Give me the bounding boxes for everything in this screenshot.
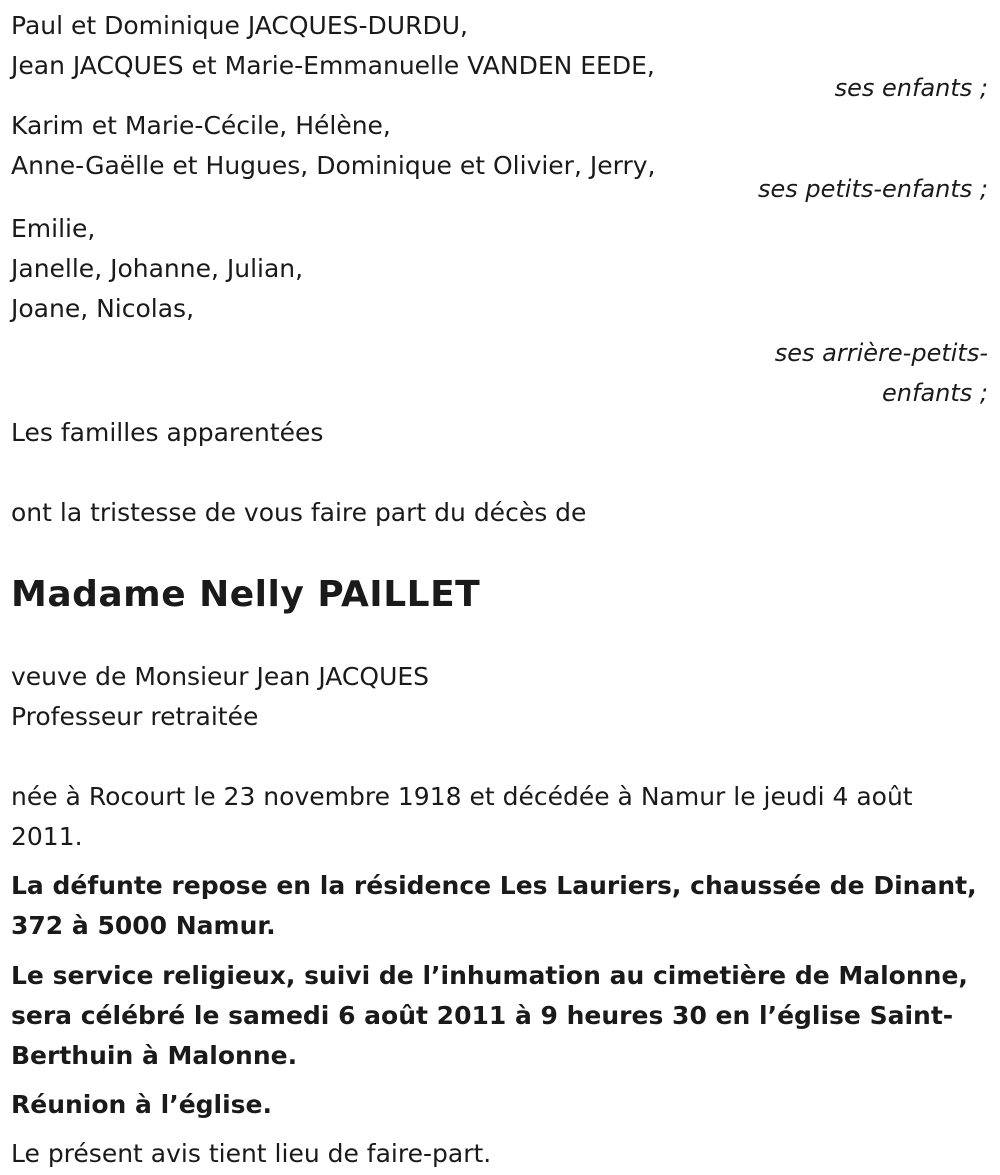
- repose-line-1: La défunte repose en la résidence Les Lauriers, chaussée de Dinant,: [11, 871, 977, 900]
- birth-death-line-2: 2011.: [11, 822, 83, 851]
- closing-note: Le présent avis tient lieu de faire-part.: [11, 1139, 492, 1168]
- great-grandchildren-line-1: Emilie,: [11, 214, 96, 243]
- profession: Professeur retraitée: [11, 702, 259, 731]
- widow-of: veuve de Monsieur Jean JACQUES: [11, 662, 430, 691]
- repose-line-2: 372 à 5000 Namur.: [11, 911, 276, 940]
- grandchildren-group: [11, 106, 990, 209]
- great-grandchildren-role-2: enfants ;: [882, 379, 988, 407]
- grandchildren-line-1: Karim et Marie-Cécile, Hélène,: [11, 111, 391, 140]
- great-grandchildren-group: [11, 209, 990, 413]
- related-families: Les familles apparentées: [11, 418, 324, 447]
- announcement-text: ont la tristesse de vous faire part du décès de: [11, 498, 587, 527]
- service-line-3: Berthuin à Malonne.: [11, 1041, 298, 1070]
- service-line-1: Le service religieux, suivi de l’inhumation au cimetière de Malonne,: [11, 961, 968, 990]
- grandchildren-role: ses petits-enfants ;: [757, 175, 988, 203]
- children-line-1: Paul et Dominique JACQUES-DURDU,: [11, 11, 468, 40]
- service-line-2: sera célébré le samedi 6 août 2011 à 9 heures 30 en l’église Saint-: [11, 1001, 954, 1030]
- birth-death-line-1: née à Rocourt le 23 novembre 1918 et décédée à Namur le jeudi 4 août: [11, 782, 913, 811]
- children-role: ses enfants ;: [834, 74, 988, 102]
- reunion-note: Réunion à l’église.: [11, 1090, 273, 1119]
- grandchildren-line-2: Anne-Gaëlle et Hugues, Dominique et Olivier, Jerry,: [11, 151, 656, 180]
- children-group: [11, 6, 990, 108]
- deceased-name: Madame Nelly PAILLET: [11, 574, 481, 615]
- great-grandchildren-role-1: ses arrière-petits-: [774, 339, 988, 367]
- children-line-2: Jean JACQUES et Marie-Emmanuelle VANDEN EEDE,: [11, 51, 655, 80]
- great-grandchildren-line-2: Janelle, Johanne, Julian,: [11, 254, 304, 283]
- great-grandchildren-line-3: Joane, Nicolas,: [11, 294, 195, 323]
